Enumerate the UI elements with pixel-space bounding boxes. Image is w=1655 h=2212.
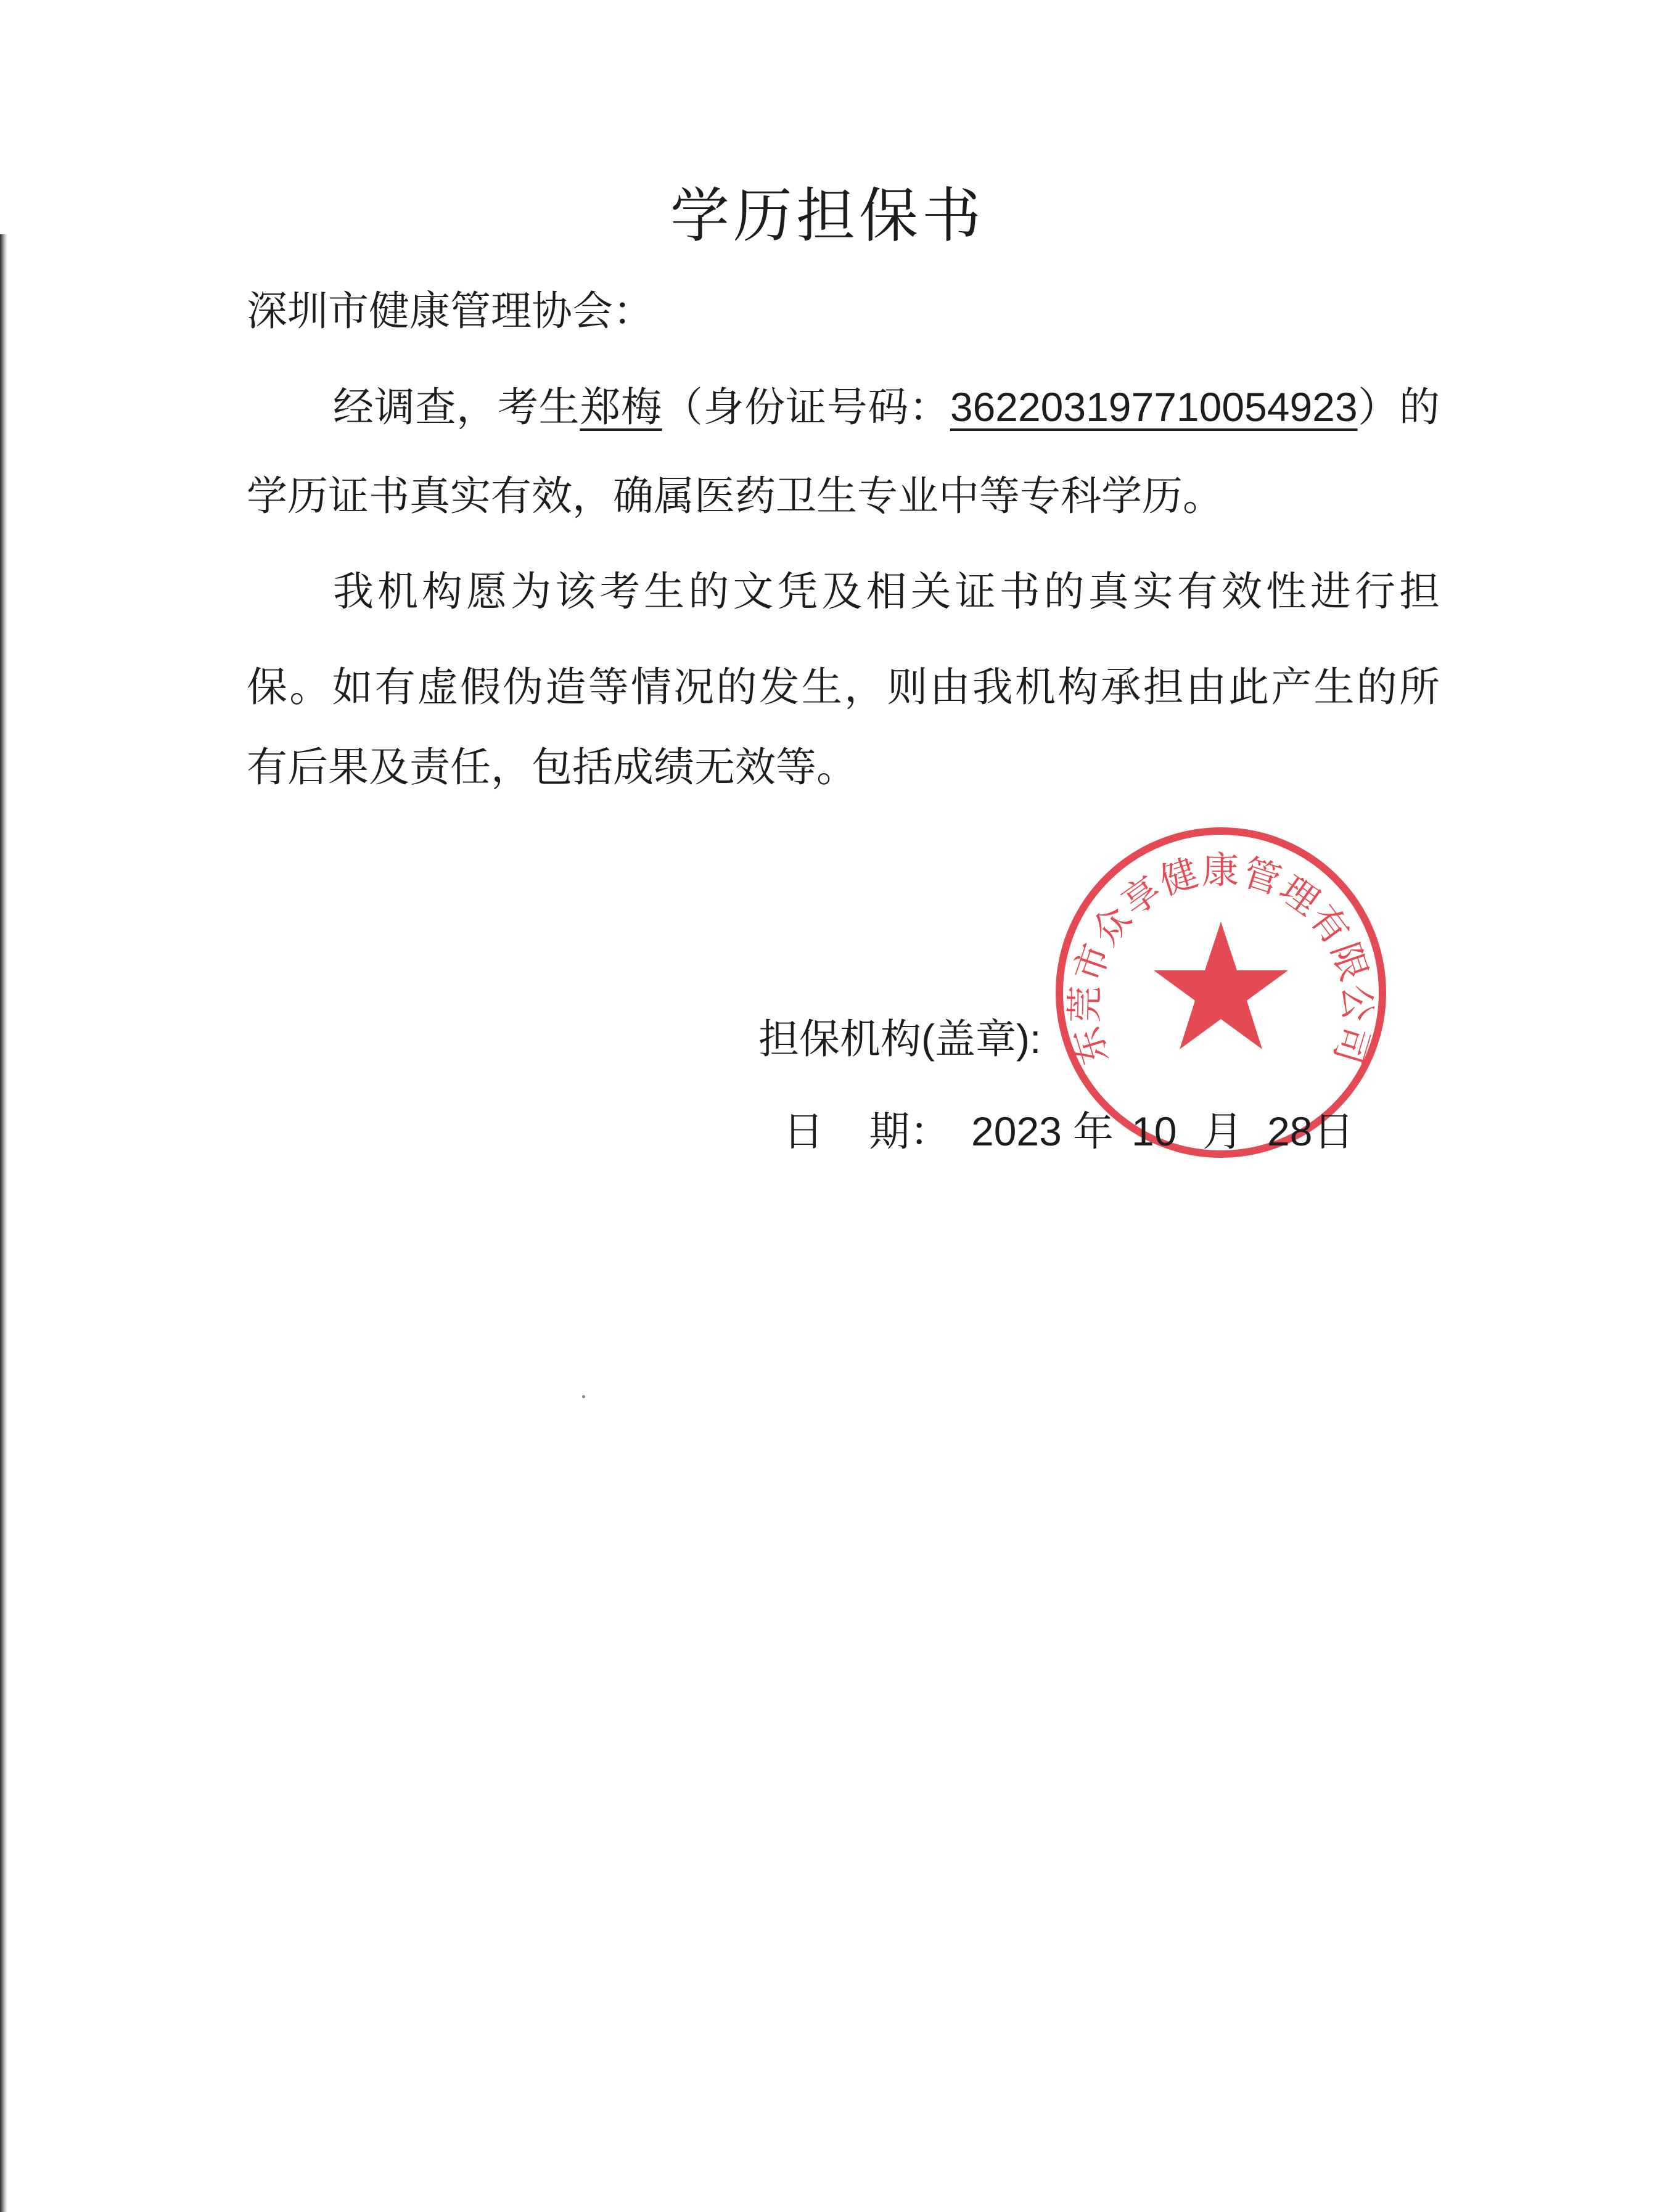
candidate-name: 郑梅 xyxy=(580,383,662,431)
seal-text: 东莞市众享健康管理有限公司 xyxy=(1063,849,1379,1070)
paragraph1-line2: 学历证书真实有效，确属医药卫生专业中等专科学历。 xyxy=(247,472,1223,520)
date-label-text: 日 期： xyxy=(783,1108,951,1154)
paragraph1-line1 xyxy=(333,379,1440,435)
date-day: 28 xyxy=(1267,1108,1313,1154)
paragraph1-suffix: ）的 xyxy=(1357,383,1440,431)
id-label: （身份证号码： xyxy=(662,383,950,431)
seal-star-icon xyxy=(1154,922,1288,1049)
date-month: 10 xyxy=(1131,1108,1177,1154)
institution-label: 担保机构(盖章): xyxy=(758,1016,1041,1062)
date-label xyxy=(783,1104,950,1159)
date-year: 2023 xyxy=(971,1108,1062,1154)
paragraph2-line3: 有后果及责任，包括成绩无效等。 xyxy=(247,743,857,791)
date-day-unit: 日 xyxy=(1313,1108,1354,1154)
scan-speck xyxy=(582,1395,585,1398)
document-title: 学历担保书 xyxy=(670,181,985,250)
date-month-unit: 月 xyxy=(1202,1108,1243,1154)
paragraph2-line2: 保。如有虚假伪造等情况的发生，则由我机构承担由此产生的所 xyxy=(247,663,1440,711)
paragraph1-prefix: 经调查，考生 xyxy=(333,383,580,431)
recipient-line: 深圳市健康管理协会： xyxy=(247,287,654,335)
paragraph2-line1: 我机构愿为该考生的文凭及相关证书的真实有效性进行担 xyxy=(333,568,1440,615)
scan-edge-shadow xyxy=(0,234,7,2212)
id-number: 362203197710054923 xyxy=(950,384,1358,430)
date-year-unit: 年 xyxy=(1073,1108,1114,1154)
